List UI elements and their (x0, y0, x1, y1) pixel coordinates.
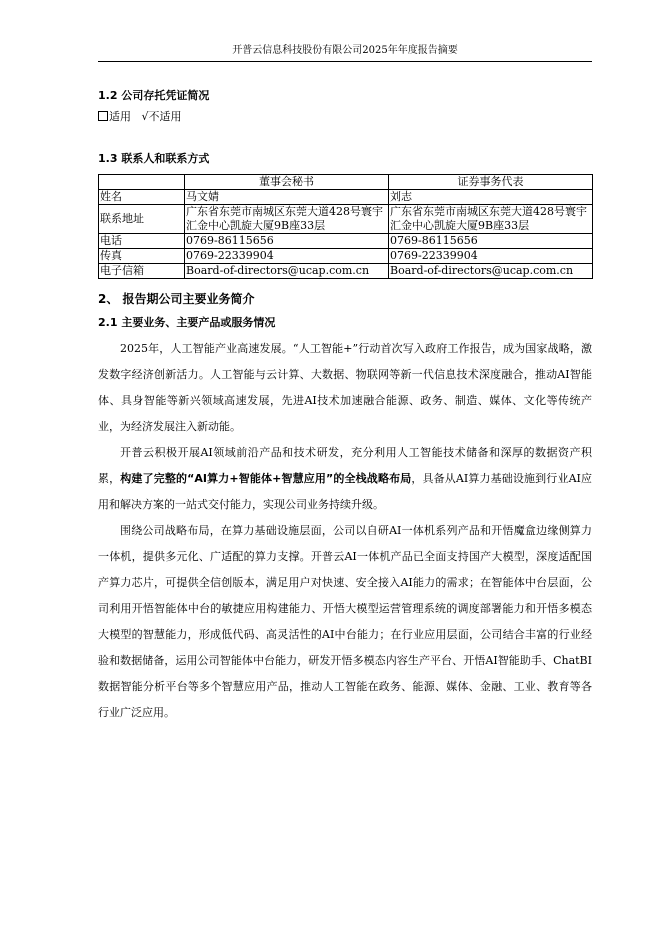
cell-representative: 刘志 (389, 190, 593, 205)
applicable-label: 适用 (109, 110, 131, 123)
paragraph-2 (98, 440, 592, 518)
col-header-secretary: 董事会秘书 (185, 175, 389, 190)
checkbox-applicable (98, 111, 108, 121)
applicability-options (98, 110, 182, 124)
cell-representative: 0769-22339904 (389, 249, 593, 264)
cell-representative: Board-of-directors@ucap.com.cn (389, 264, 593, 279)
table-header-row (99, 175, 593, 190)
row-label: 传真 (99, 249, 185, 264)
section-2-heading: 2、 报告期公司主要业务简介 (98, 292, 255, 306)
table-row (99, 205, 593, 234)
page-header: 开普云信息科技股份有限公司2025年年度报告摘要 (98, 44, 592, 62)
cell-secretary: 马文婧 (185, 190, 389, 205)
paragraph-2-part-a: 开普云积极开展AI领域前沿产品和技术研发，充分利用人工智能技术储备和深厚的数据资产积累， (98, 446, 592, 485)
cell-secretary: 0769-22339904 (185, 249, 389, 264)
table-row (99, 190, 593, 205)
cell-secretary: 0769-86115656 (185, 234, 389, 249)
row-label: 联系地址 (99, 205, 185, 234)
table-row (99, 264, 593, 279)
table-row (99, 234, 593, 249)
table-corner-cell (99, 175, 185, 190)
cell-secretary: Board-of-directors@ucap.com.cn (185, 264, 389, 279)
paragraph-2-part-b: ，具备从AI算力基础设施到行业AI应用和解决方案的一站式交付能力，实现公司业务持续升级。 (98, 472, 593, 511)
paragraph-3: 围绕公司战略布局，在算力基础设施层面，公司以自研AI一体机系列产品和开悟魔盒边缘侧算力一体机，提供多元化、广适配的算力支撑。开普云AI一体机产品已全面支持国产大模型，深度适配国产算力芯片，可提供全信创版本，满足用户对快速、安全接入AI能力的需求；在智能体中台层面，公司利用开悟智能体中台的敏捷应用构建能力、开悟大模型运营管理系统的调度部署能力和开悟多模态大模型的智慧能力，形成低代码、高灵活性的AI中台能力；在行业应用层面，公司结合丰富的行业经验和数据储备，运用公司智能体中台能力，研发开悟多模态内容生产平台、开悟AI智能助手、ChatBI数据智能分析平台等多个智慧应用产品，推动人工智能在政务、能源、媒体、金融、工业、教育等各行业广泛应用。 (98, 524, 592, 719)
row-label: 电话 (99, 234, 185, 249)
section-2-1-heading: 2.1 主要业务、主要产品或服务情况 (98, 316, 276, 329)
not-applicable-label: 不适用 (148, 110, 182, 123)
row-label: 姓名 (99, 190, 185, 205)
section-1-2-heading: 1.2 公司存托凭证简况 (98, 89, 210, 102)
row-label: 电子信箱 (99, 264, 185, 279)
contact-table (98, 174, 593, 279)
table-row (99, 249, 593, 264)
check-mark-icon: √ (141, 110, 149, 123)
cell-secretary: 广东省东莞市南城区东莞大道428号寰宇汇金中心凯旋大厦9B座33层 (185, 205, 389, 234)
section-1-3-heading: 1.3 联系人和联系方式 (98, 152, 210, 165)
col-header-representative: 证券事务代表 (389, 175, 593, 190)
cell-representative: 广东省东莞市南城区东莞大道428号寰宇汇金中心凯旋大厦9B座33层 (389, 205, 593, 234)
cell-representative: 0769-86115656 (389, 234, 593, 249)
paragraph-1: 2025年，人工智能产业高速发展。“人工智能+”行动首次写入政府工作报告，成为国家战略，激发数字经济创新活力。人工智能与云计算、大数据、物联网等新一代信息技术深度融合，推动AI智能体、具身智能等新兴领域高速发展，先进AI技术加速融合能源、政务、制造、媒体、文化等传统产业，为经济发展注入新动能。 (98, 342, 592, 433)
paragraph-2-emphasis: 构建了完整的“AI算力+智能体+智慧应用”的全栈战略布局 (120, 472, 412, 485)
